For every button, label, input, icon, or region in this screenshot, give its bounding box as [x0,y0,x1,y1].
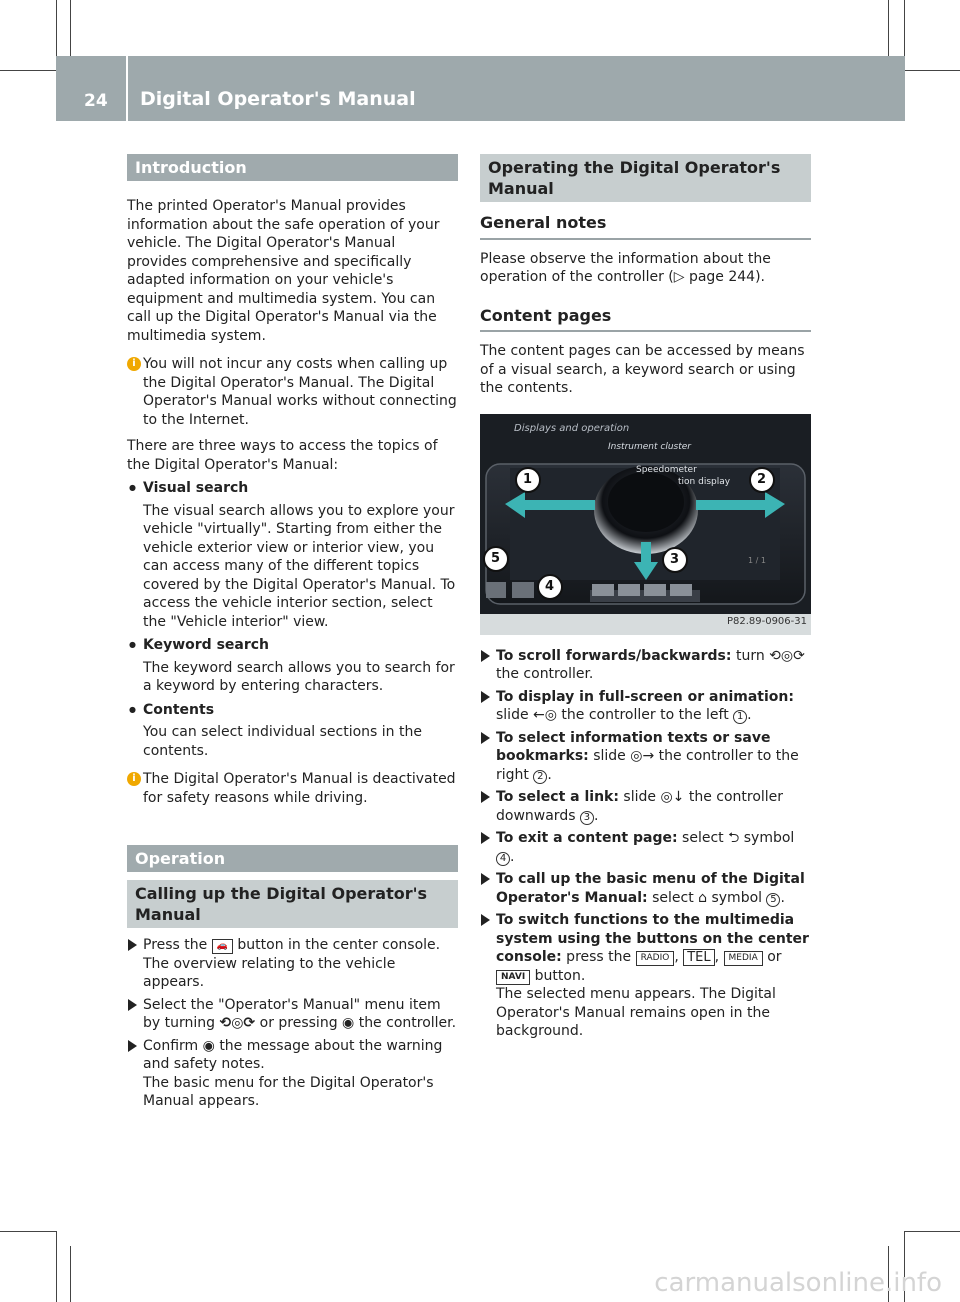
left-column [127,154,458,1111]
media-button-icon: MEDIA [724,951,763,966]
step-text: slide ←◎ the controller to the left [496,707,734,723]
step-arrow-icon [481,732,490,744]
info-note-text: The Digital Operator's Manual is deactivated for safety reasons while driving. [143,771,456,806]
figure-page-indicator: 1 / 1 [748,555,766,565]
step-text: the message about the warning and safety notes. [143,1037,443,1072]
vehicle-button-icon: 🚗 [212,939,233,954]
step-text: slide ◎↓ the controller downwards [496,789,784,824]
callout-1: 1 [523,471,533,487]
step-result: The basic menu for the Digital Operator's Manual appears. [143,1074,434,1109]
instruction-step [127,996,458,1033]
step-text: select ⮌ symbol [677,830,795,846]
info-icon: i [127,772,141,786]
step-text: . [780,889,785,906]
bullet-title: ● Contents [127,701,458,720]
step-label: To call up the basic menu of the Digital Operator's Manual: [496,871,805,906]
callout-ref: 3 [580,811,594,825]
navi-button-icon: NAVI [496,970,530,985]
controller-figure [480,414,811,635]
step-text: button in the center console. [237,937,441,953]
step-result: The selected menu appears. The Digital Operator's Manual remains open in the background. [496,986,776,1039]
step-label: To scroll forwards/backwards: [496,647,732,664]
callout-ref: 4 [496,852,510,866]
step-arrow-icon [128,999,137,1011]
chapter-title: Digital Operator's Manual [140,88,416,110]
introduction-heading: Introduction [127,154,458,181]
instruction-step [127,1037,458,1111]
crop-mark [888,0,889,56]
figure-breadcrumb: Displays and operation [514,422,630,434]
operation-heading: Operation [127,845,458,872]
intro-paragraph: The printed Operator's Manual provides information about the safe operation of your vehicle. The Digital Operator's Manual provides comprehensive and specifically adapted information on your vehicle's equipment and multimedia system. You can call up the Digital Operator's Manual via the multimedia system. [127,198,440,344]
step-text: press the [561,949,632,965]
general-notes-paragraph: Please observe the information about the operation of the controller (▷ page 244). [480,250,771,285]
instruction-step [480,829,811,866]
step-arrow-icon [481,873,490,885]
content-pages-paragraph: The content pages can be accessed by means of a visual search, a keyword search or using the contents. [480,343,805,396]
step-label: To select information texts or save bookmarks: [496,729,771,764]
step-text: slide ◎→ the controller to the right [496,748,799,783]
step-arrow-icon [128,1040,137,1052]
figure-item-speedometer: Speedometer [636,464,697,475]
step-text: Select the "Operator's Manual" menu item by turning [143,996,441,1031]
callout-5: 5 [491,550,501,566]
page-number: 24 [84,91,108,111]
step-arrow-icon [481,832,490,844]
radio-button-icon: RADIO [636,951,675,966]
step-text: . [593,807,599,824]
step-arrow-icon [481,691,490,703]
figure-credit: P82.89-0906-31 [726,616,807,627]
watermark: carmanualsonline.info [654,1268,942,1298]
step-arrow-icon [128,939,137,951]
step-text: select ⌂ symbol [647,889,767,906]
operating-heading: Operating the Digital Operator's Manual [480,154,811,202]
calling-up-heading: Calling up the Digital Operator's Manual [127,880,458,928]
callout-3: 3 [670,551,680,567]
instruction-step [480,870,811,907]
step-text: . [510,848,515,865]
step-text: Confirm [143,1037,199,1054]
figure-item-display: tion display [678,476,731,487]
step-label: To switch functions to the multimedia system using the buttons on the center console: [496,912,809,965]
step-text: . [747,707,752,723]
crop-mark [904,70,960,71]
callout-ref: 1 [733,710,747,724]
figure-section: Instrument cluster [608,441,691,452]
crop-mark [70,0,71,56]
general-notes-heading: General notes [480,214,811,240]
step-text: Press the [143,937,208,953]
step-text: turn ⟲◎⟳ the controller. [496,647,805,682]
step-label: To display in full-screen or animation: [496,688,794,705]
callout-2: 2 [757,471,767,487]
callout-ref: 5 [766,893,780,907]
info-note [127,355,458,429]
step-text: or pressing ◉ the controller. [259,1015,457,1031]
crop-mark [70,1246,71,1302]
right-column [480,154,811,1041]
info-note [127,770,458,807]
step-text: or [767,949,782,965]
instruction-step [480,647,811,684]
crop-mark [56,1231,57,1302]
instruction-step [480,788,811,825]
ways-paragraph: There are three ways to access the topics of the Digital Operator's Manual: [127,438,438,473]
tel-button-icon: TEL [683,949,714,966]
bullet-body: You can select individual sections in the contents. [143,724,422,759]
step-arrow-icon [481,650,490,662]
step-arrow-icon [481,791,490,803]
step-arrow-icon [481,914,490,926]
info-note-text: You will not incur any costs when calling up the Digital Operator's Manual. The Digital Operator's Manual works without connecting to the Internet. [143,356,457,428]
bullet-body: The keyword search allows you to search for a keyword by entering characters. [143,659,455,694]
step-label: To select a link: [496,789,619,805]
step-text: . [547,766,552,783]
controller-turn-icon: ⟲◎⟳ [219,1015,256,1031]
instruction-step: To switch functions to the multimedia system using the buttons on the center console: press the RADIO , TEL , MEDIA or NAVI button. The selected menu appears. The Digital Operator's Manual remains open in the background. [480,911,811,1041]
content-pages-heading: Content pages [480,307,811,333]
instruction-step [480,729,811,785]
bullet-title: ● Visual search [127,479,458,498]
info-icon: i [127,357,141,371]
instruction-step [480,688,811,725]
callout-4: 4 [545,578,555,594]
crop-mark [0,70,56,71]
bullet-title: ● Keyword search [127,636,458,655]
callout-ref: 2 [533,770,547,784]
crop-mark [0,1231,56,1232]
crop-mark [904,1231,960,1232]
header-divider [126,56,128,121]
step-text: button. [534,967,586,984]
bullet-body: The visual search allows you to explore your vehicle "virtually". Starting from either the vehicle exterior view or interior view, you can access many of the different topics covered by the Digital Operator's Manual. To access the vehicle interior section, select the "Vehicle interior" view. [143,502,456,630]
controller-press-icon: ◉ [202,1037,215,1054]
step-result: The overview relating to the vehicle appears. [143,955,396,990]
instruction-step [127,936,458,992]
step-label: To exit a content page: [496,830,678,846]
